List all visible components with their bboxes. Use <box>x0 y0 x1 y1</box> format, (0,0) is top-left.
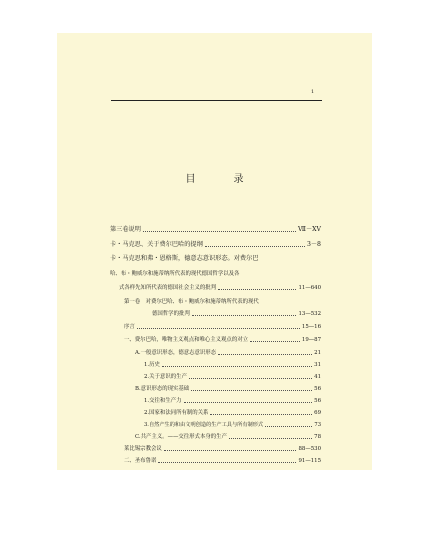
toc-entry <box>135 433 321 441</box>
toc-entry <box>152 310 321 318</box>
toc-entry-title: 1.历史 <box>144 362 160 368</box>
toc-entry-title: 第一卷 对费尔巴哈、布・鲍威尔和施蒂纳所代表的现代 <box>124 299 259 305</box>
toc-leader-dots <box>191 389 312 391</box>
toc-entry <box>124 457 321 465</box>
toc-leader-dots <box>218 288 296 290</box>
toc-leader-dots <box>218 353 312 355</box>
toc-entry-page: 3－8 <box>306 241 321 248</box>
toc-leader-dots <box>192 314 297 316</box>
toc-entry <box>144 397 321 405</box>
toc-entry-page: 13—532 <box>298 311 321 317</box>
toc-entry-title: 卡・马克思和弗・恩格斯，德意志意识形态。对费尔巴 <box>110 255 259 262</box>
toc-entry-page: Ⅶ－ⅩⅤ <box>297 226 321 233</box>
toc-entry-title: B.意识形态的现实基础 <box>135 386 190 392</box>
toc-entry-page: 19—87 <box>301 337 321 343</box>
toc-leader-dots <box>205 245 305 247</box>
toc-entry-title: 序言 <box>124 324 135 330</box>
toc-leader-dots <box>265 425 312 427</box>
page-number: 1 <box>311 89 315 95</box>
toc-entry <box>124 336 321 344</box>
toc-entry-title: 式各样先知所代表的德国社会主义的批判 <box>119 285 217 291</box>
toc-leader-dots <box>158 461 296 463</box>
toc-entry-title: 3.自然产生的和由文明创造的生产工具与所有制形式 <box>144 422 264 428</box>
toc-entry <box>135 349 321 357</box>
toc-entry-title: 1.交往和生产力 <box>144 398 182 404</box>
toc-entry <box>124 323 321 331</box>
toc-entry-title: 第三卷说明 <box>110 226 141 233</box>
toc-entry <box>144 361 321 369</box>
toc-entry-title: A.一般意识形态，德意志意识形态 <box>135 350 217 356</box>
toc-entry-title: 莱比锡宗教会议 <box>124 446 162 452</box>
page-title: 目 录 <box>185 174 258 185</box>
toc-entry <box>144 373 321 381</box>
toc-leader-dots <box>250 340 300 342</box>
book-page <box>57 33 372 470</box>
toc-entry-title: 卡・马克思、关于费尔巴哈的提纲 <box>110 241 203 248</box>
toc-entry-page: 31 <box>314 362 321 368</box>
toc-entry <box>135 385 321 393</box>
toc-leader-dots <box>210 413 312 415</box>
toc-entry-page: 56 <box>314 386 321 392</box>
toc-entry <box>124 445 321 453</box>
toc-entry <box>110 241 321 249</box>
toc-leader-dots <box>137 327 300 329</box>
toc-entry-page: 56 <box>314 398 321 404</box>
toc-entry-title: 德国哲学的批判 <box>152 311 190 317</box>
toc-entry-title: 哈、布・鲍威尔和施蒂纳所代表的现代德国哲学以及各 <box>110 271 240 277</box>
toc-leader-dots <box>143 230 296 232</box>
toc-entry-page: 88—530 <box>298 446 321 452</box>
toc-entry <box>119 284 321 292</box>
toc-entry-title: 2.关于意识的生产 <box>144 374 187 380</box>
toc-leader-dots <box>164 449 297 451</box>
toc-entry-page: 21 <box>314 350 321 356</box>
toc-entry-title: C.共产主义。——交往形式本身的生产 <box>135 434 227 440</box>
toc-entry-page: 73 <box>314 422 321 428</box>
toc-entry-page: 69 <box>314 410 321 416</box>
toc-entry-page: 15—16 <box>301 324 321 330</box>
toc-entry-page: 11—640 <box>298 285 321 291</box>
toc-leader-dots <box>162 365 312 367</box>
toc-entry-page: 91—115 <box>298 458 321 464</box>
toc-entry-title: 一、费尔巴哈，唯物主义观点和唯心主义观点的对立 <box>124 337 248 343</box>
toc-leader-dots <box>229 437 312 439</box>
toc-entry <box>144 409 321 417</box>
header-rule <box>111 100 322 101</box>
toc-entry-page: 41 <box>314 374 321 380</box>
toc-entry <box>144 421 321 429</box>
toc-entry-page: 78 <box>314 434 321 440</box>
toc-entry-title: 二、圣布鲁诺 <box>124 458 157 464</box>
toc-entry-title: 2.国家和法同所有制的关系 <box>144 410 209 416</box>
toc-leader-dots <box>189 377 312 379</box>
toc-leader-dots <box>184 401 313 403</box>
toc-entry <box>110 226 321 234</box>
